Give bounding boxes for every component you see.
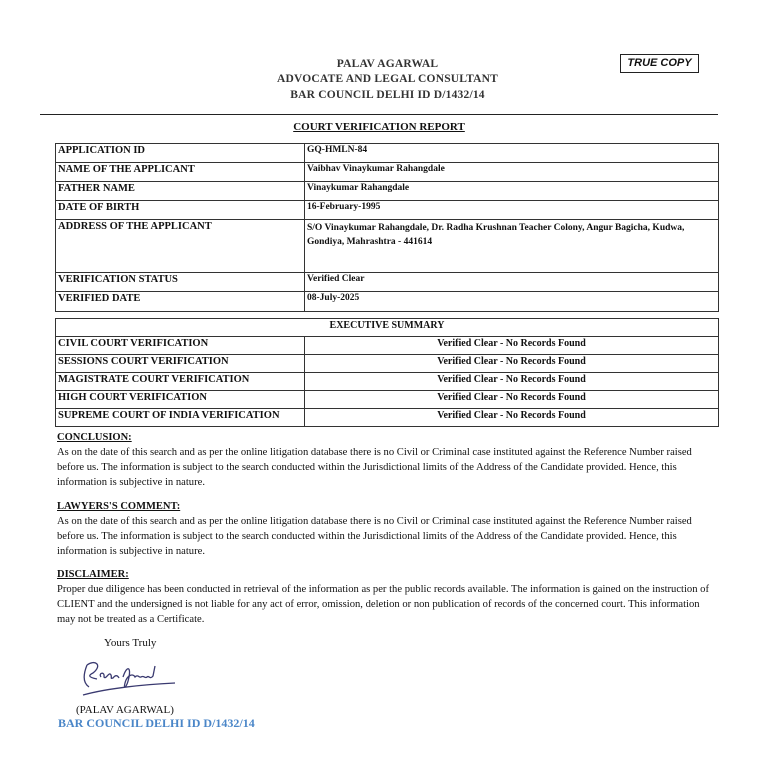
table-row [56,337,719,355]
table-row [56,201,719,220]
applicant-details-table [55,143,719,312]
court-label: HIGH COURT VERIFICATION [56,391,305,409]
table-header-row [56,319,719,337]
court-label: SESSIONS COURT VERIFICATION [56,355,305,373]
table-row [56,409,719,427]
court-result: Verified Clear - No Records Found [305,355,719,373]
field-value: S/O Vinaykumar Rahangdale, Dr. Radha Krushnan Teacher Colony, Angur Bagicha, Kudwa, Gondiya, Mahrashtra - 441614 [305,220,719,273]
table-row [56,292,719,312]
field-label: ADDRESS OF THE APPLICANT [56,220,305,273]
field-label: FATHER NAME [56,182,305,201]
court-result: Verified Clear - No Records Found [305,337,719,355]
court-result: Verified Clear - No Records Found [305,391,719,409]
advocate-name: PALAV AGARWAL [336,58,439,70]
lawyers-comment-section [57,499,717,559]
signature-image [75,655,185,700]
table-row [56,391,719,409]
table-row [56,182,719,201]
signatory-name: (PALAV AGARWAL) [76,704,174,716]
conclusion-section [57,430,717,490]
field-label: DATE OF BIRTH [56,201,305,220]
court-result: Verified Clear - No Records Found [305,373,719,391]
table-row [56,144,719,163]
signatory-bar-id: BAR COUNCIL DELHI ID D/1432/14 [58,716,255,730]
field-label: NAME OF THE APPLICANT [56,163,305,182]
summary-heading: EXECUTIVE SUMMARY [56,319,719,337]
comment-heading: LAWYERS'S COMMENT: [57,501,181,512]
conclusion-heading: CONCLUSION: [57,432,132,443]
table-row [56,373,719,391]
disclaimer-text: Proper due diligence has been conducted in retrieval of the information as per the public records available. The information is gained on the instruction of CLIENT and the undersigned is not liable for any act of error, omission, deletion or non publication of records of the concerned court. This information may not be treated as a Certificate. [57,584,709,625]
court-label: CIVIL COURT VERIFICATION [56,337,305,355]
conclusion-text: As on the date of this search and as per the online litigation database there is no Civil or Criminal case instituted against the Reference Number raised before us. The information is subject to the search conducted within the Jurisdictional limits of the Address of the Candidate provided. Hence, this information is subjective in nature. [57,447,692,488]
table-row [56,273,719,292]
advocate-designation: ADVOCATE AND LEGAL CONSULTANT [276,73,499,85]
field-value: 08-July-2025 [305,292,719,312]
report-title: COURT VERIFICATION REPORT [293,121,465,133]
court-label: MAGISTRATE COURT VERIFICATION [56,373,305,391]
closing-text: Yours Truly [104,637,157,649]
field-value: Verified Clear [305,273,719,292]
field-value: GQ-HMLN-84 [305,144,719,163]
executive-summary-table [55,318,719,427]
field-value: Vaibhav Vinaykumar Rahangdale [305,163,719,182]
disclaimer-section [57,567,717,627]
court-result: Verified Clear - No Records Found [305,409,719,427]
field-value: 16-February-1995 [305,201,719,220]
disclaimer-heading: DISCLAIMER: [57,569,129,580]
advocate-bar-id: BAR COUNCIL DELHI ID D/1432/14 [290,89,485,101]
comment-text: As on the date of this search and as per the online litigation database there is no Civil or Criminal case instituted against the Reference Number raised before us. The information is subject to the search conducted within the Jurisdictional limits of the Address of the Candidate provided. Hence, this information is subjective in nature. [57,516,692,557]
true-copy-stamp: TRUE COPY [620,54,699,73]
field-value: Vinaykumar Rahangdale [305,182,719,201]
table-row [56,355,719,373]
court-label: SUPREME COURT OF INDIA VERIFICATION [56,409,305,427]
table-row [56,163,719,182]
field-label: VERIFIED DATE [56,292,305,312]
field-label: VERIFICATION STATUS [56,273,305,292]
field-label: APPLICATION ID [56,144,305,163]
header-divider [40,114,718,115]
table-row [56,220,719,273]
